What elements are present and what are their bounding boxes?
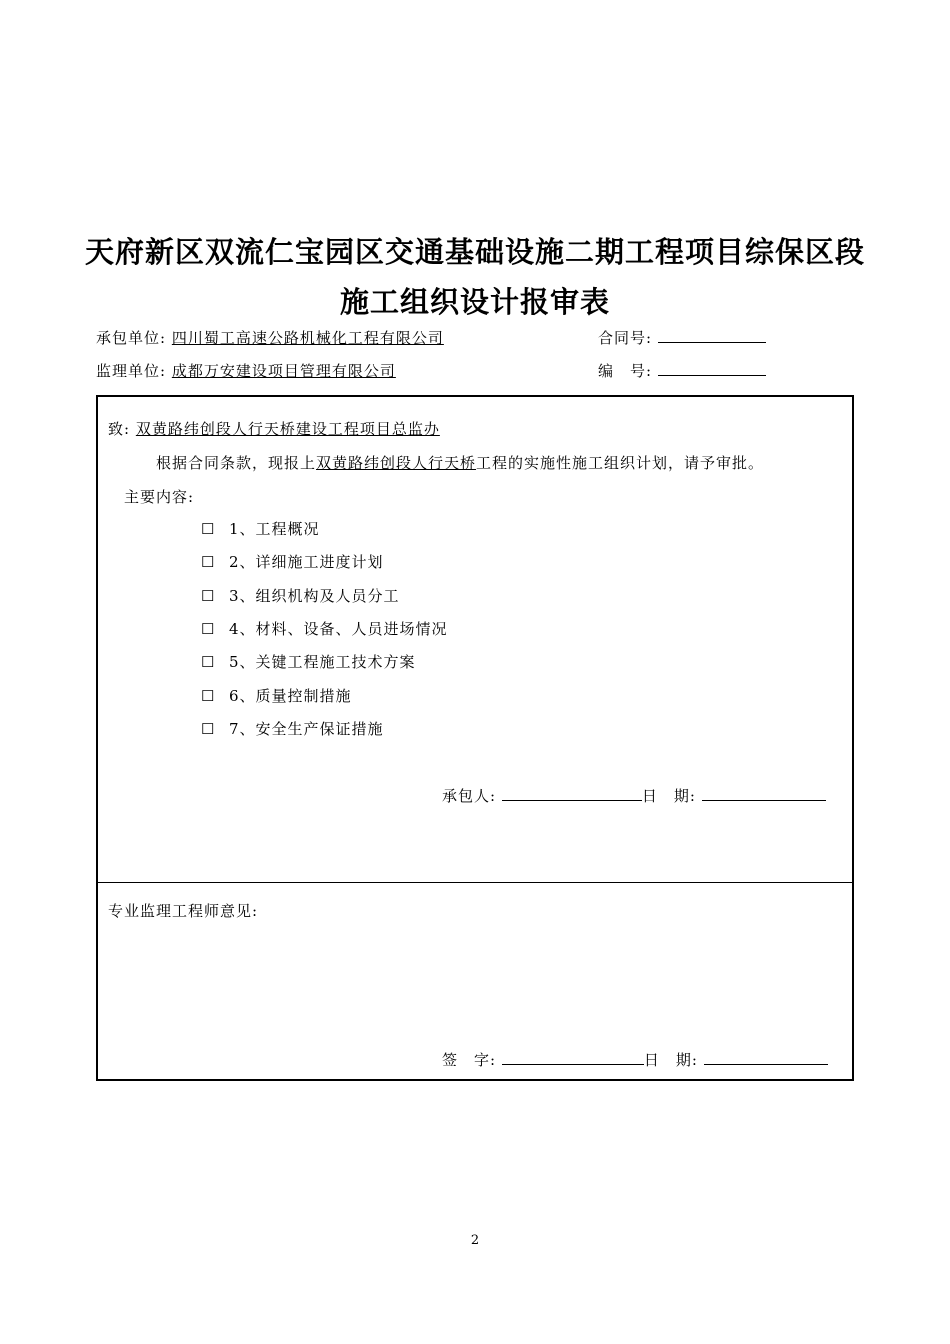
supervisor-value: 成都万安建设项目管理有限公司 xyxy=(171,362,396,380)
checkbox-icon[interactable]: ☐ xyxy=(201,653,216,672)
checkbox-icon[interactable]: ☐ xyxy=(201,586,216,605)
serial-no-label: 编 号: xyxy=(598,362,653,380)
content-item-label: 2、详细施工进度计划 xyxy=(229,553,384,572)
supervisor-row xyxy=(96,360,396,381)
main-content-label: 主要内容: xyxy=(124,488,195,506)
contractor-sign-row xyxy=(442,785,826,806)
to-value: 双黄路纬创段人行天桥建设工程项目总监办 xyxy=(135,420,440,438)
body-post: 工程的实施性施工组织计划，请予审批。 xyxy=(476,454,765,472)
date-label-2: 日 期: xyxy=(643,1051,698,1069)
content-item xyxy=(201,685,352,706)
body-paragraph xyxy=(156,452,764,473)
date-label-1: 日 期: xyxy=(641,787,696,805)
sign-blank xyxy=(502,1050,644,1065)
serial-no-blank xyxy=(658,361,766,376)
to-line xyxy=(108,418,440,439)
contractor-value: 四川蜀工高速公路机械化工程有限公司 xyxy=(171,329,444,347)
content-item-label: 3、组织机构及人员分工 xyxy=(229,586,400,605)
content-item-label: 1、工程概况 xyxy=(229,520,320,538)
checkbox-icon[interactable]: ☐ xyxy=(201,719,216,738)
contractor-sign-label: 承包人: xyxy=(442,787,497,805)
content-item-label: 5、关键工程施工技术方案 xyxy=(229,653,416,672)
contractor-row xyxy=(96,327,444,348)
content-item-label: 7、安全生产保证措施 xyxy=(229,719,384,738)
content-item xyxy=(201,551,384,572)
content-item xyxy=(201,651,416,672)
content-item xyxy=(201,618,448,639)
content-item xyxy=(201,585,400,606)
checkbox-icon[interactable]: ☐ xyxy=(201,520,216,538)
engineer-sign-row xyxy=(442,1049,828,1070)
form-box xyxy=(96,395,854,1081)
date-blank-2 xyxy=(704,1050,828,1065)
contractor-label: 承包单位: xyxy=(96,329,167,347)
checkbox-icon[interactable]: ☐ xyxy=(201,686,216,705)
to-label: 致: xyxy=(108,420,131,438)
contractor-sign-blank xyxy=(502,786,642,801)
contract-no-blank xyxy=(658,328,766,343)
content-item-label: 6、质量控制措施 xyxy=(229,686,352,705)
supervisor-label: 监理单位: xyxy=(96,362,167,380)
page-number: 2 xyxy=(470,1233,480,1248)
contract-no-row xyxy=(598,327,766,348)
content-item xyxy=(201,718,384,739)
sign-label: 签 字: xyxy=(442,1051,497,1069)
document-title-line1: 天府新区双流仁宝园区交通基础设施二期工程项目综保区段 xyxy=(84,235,865,269)
contract-no-label: 合同号: xyxy=(598,329,653,347)
content-item-label: 4、材料、设备、人员进场情况 xyxy=(229,619,448,638)
engineer-opinion-label: 专业监理工程师意见: xyxy=(108,902,259,920)
serial-no-row xyxy=(598,360,766,381)
checkbox-icon[interactable]: ☐ xyxy=(201,619,216,638)
body-project: 双黄路纬创段人行天桥 xyxy=(316,454,477,472)
document-title-line2: 施工组织设计报审表 xyxy=(339,285,610,319)
body-pre: 根据合同条款，现报上 xyxy=(156,454,317,472)
content-item xyxy=(201,518,320,539)
section-divider xyxy=(98,882,852,883)
checkbox-icon[interactable]: ☐ xyxy=(201,553,216,572)
date-blank-1 xyxy=(702,786,826,801)
